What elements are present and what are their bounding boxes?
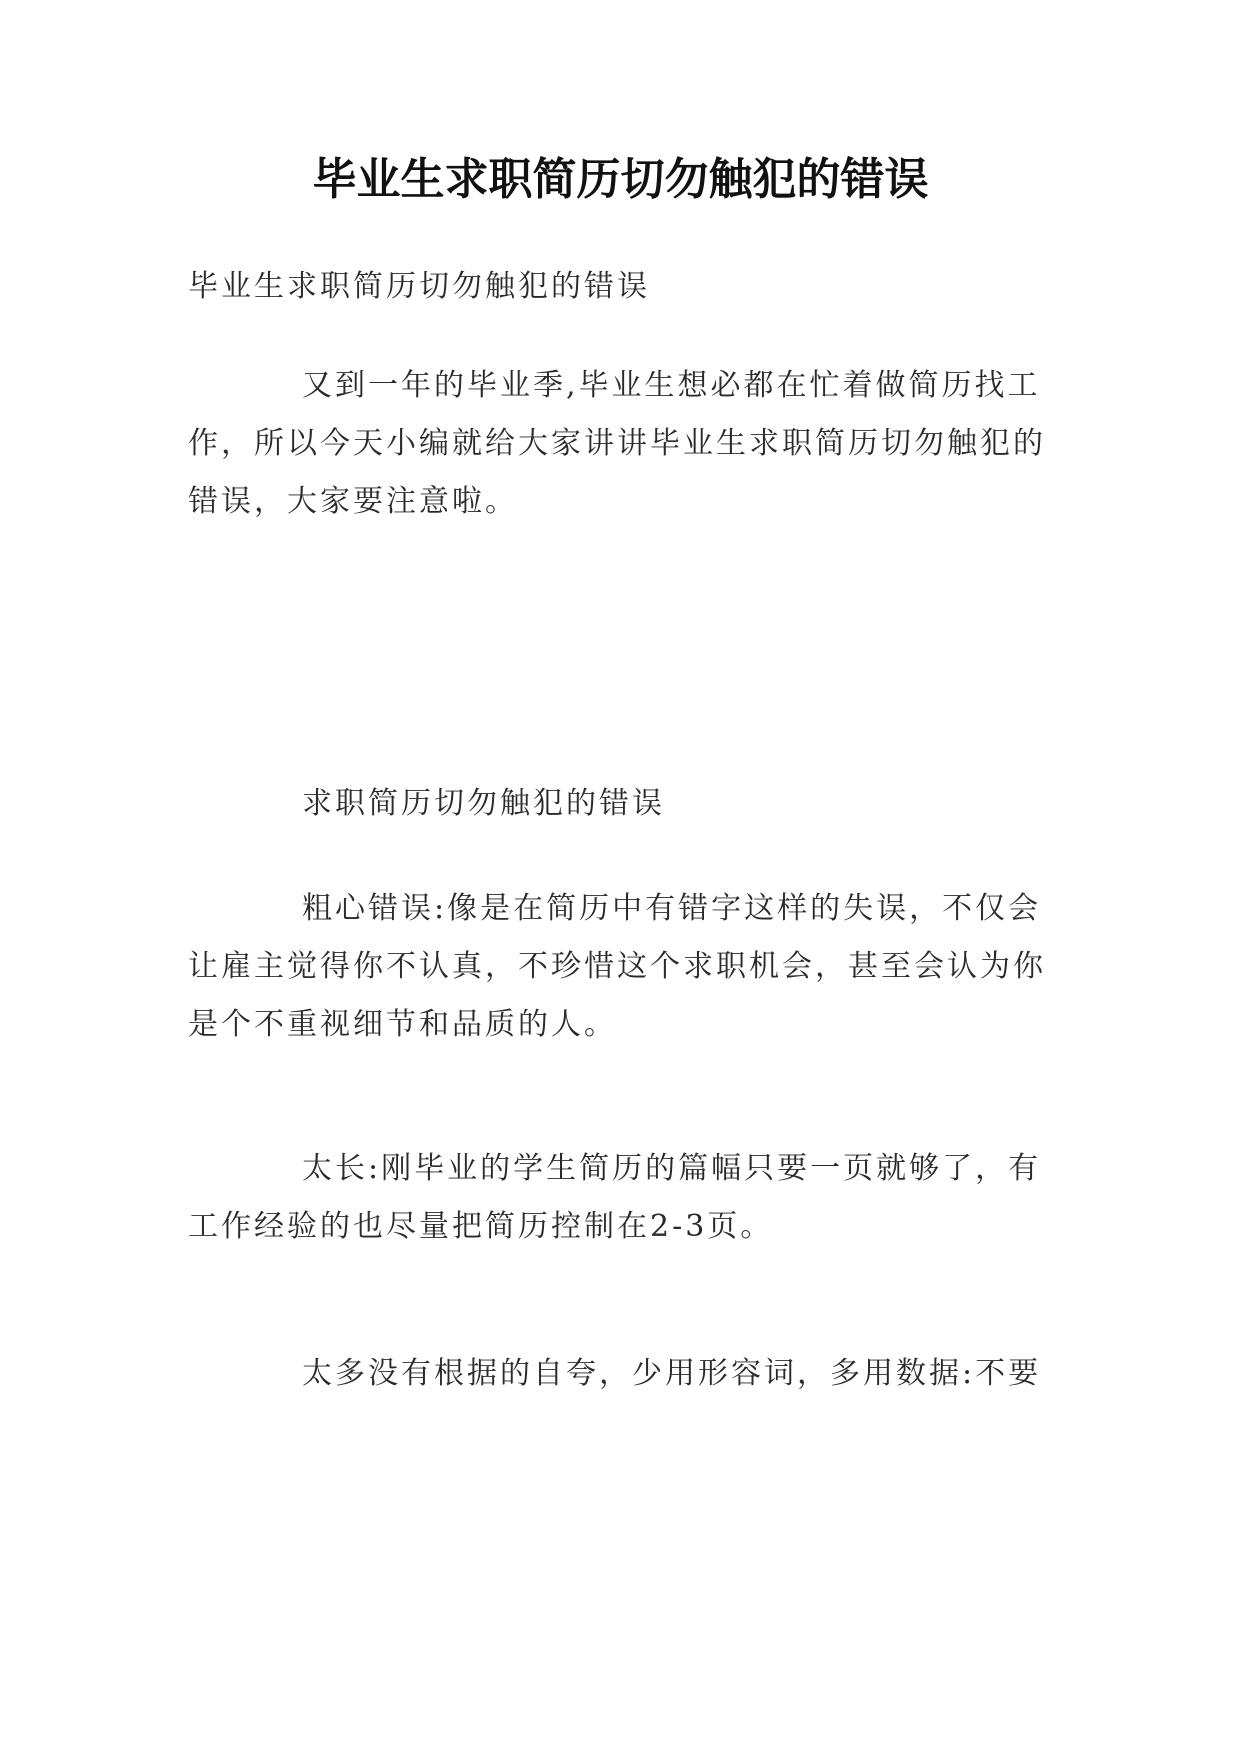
point-bragging: 太多没有根据的自夸，少用形容词，多用数据:不要	[302, 1356, 1042, 1391]
point-too-long: 太长:刚毕业的学生简历的篇幅只要一页就够了，有工作经验的也尽量把简历控制在2-3页。	[188, 1151, 1042, 1244]
document-subtitle: 毕业生求职简历切勿触犯的错误	[188, 269, 650, 304]
section-heading: 求职简历切勿触犯的错误	[302, 786, 665, 821]
intro-paragraph: 又到一年的毕业季,毕业生想必都在忙着做简历找工作，所以今天小编就给大家讲讲毕业生求职简历切勿触犯的错误，大家要注意啦。	[188, 368, 1046, 519]
point-careless-errors: 粗心错误:像是在简历中有错字这样的失误，不仅会让雇主觉得你不认真，不珍惜这个求职机会，甚至会认为你是个不重视细节和品质的人。	[188, 891, 1046, 1042]
document-title: 毕业生求职简历切勿触犯的错误	[312, 154, 929, 205]
